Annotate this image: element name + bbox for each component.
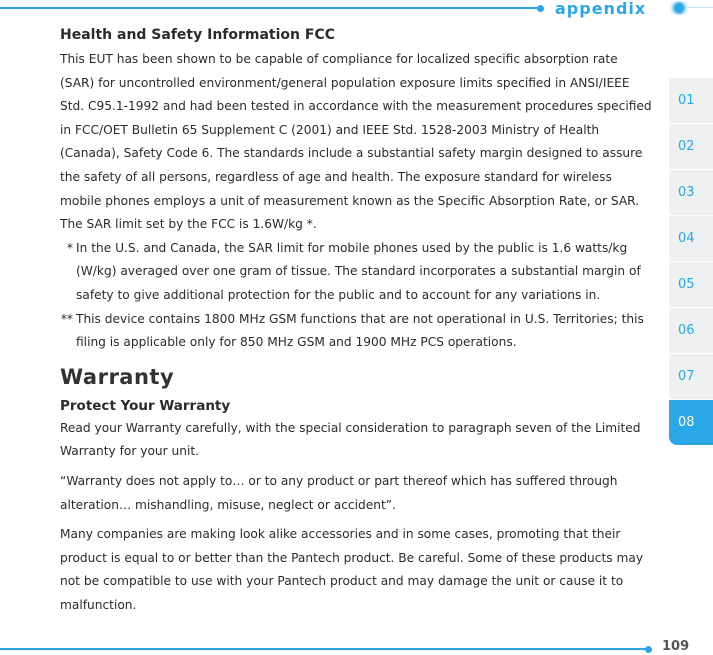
note-2-marker: ** <box>60 311 73 326</box>
chapter-tab-03[interactable]: 03 <box>669 169 713 215</box>
warranty-paragraph-3: Many companies are making look alike accessories and in some cases, promoting that their product is equal to or better than the Pantech product. Be careful. Some of these products may not be compatible to use with your Pantech product and may damage the unit or cause it to malfunction. <box>60 527 644 612</box>
chapter-tab-07[interactable]: 07 <box>669 353 713 399</box>
warranty-subheading: Protect Your Warranty <box>60 397 231 414</box>
fcc-note-2 <box>60 308 652 355</box>
page-content <box>60 22 652 617</box>
chapter-tab-08[interactable]: 08 <box>669 399 713 445</box>
header-glow-dot <box>668 1 690 15</box>
note-1-marker: * <box>66 240 73 255</box>
warranty-heading: Warranty <box>60 364 175 389</box>
fcc-heading: Health and Safety Information FCC <box>60 27 335 43</box>
header-glow-line <box>686 7 713 8</box>
header-rule-end-dot <box>537 5 544 12</box>
header-rule <box>0 7 540 9</box>
warranty-paragraph-2: “Warranty does not apply to… or to any product or part thereof which has suffered through alteration… mishandling, misuse, neglect or accident”. <box>60 473 618 512</box>
chapter-tab-02[interactable]: 02 <box>669 123 713 169</box>
note-1-text: In the U.S. and Canada, the SAR limit for mobile phones used by the public is 1.6 watts/kg (W/kg) averaged over one gram of tissue. The standard incorporates a substantial margin of safety to give additional protection for the public and to account for any variations in. <box>76 240 641 302</box>
note-2-text: This device contains 1800 MHz GSM functions that are not operational in U.S. Territories; this filing is applicable only for 850 MHz GSM and 1900 MHz PCS operations. <box>76 311 644 350</box>
fcc-body: This EUT has been shown to be capable of compliance for localized specific absorption rate (SAR) for uncontrolled environment/general population exposure limits specified in ANSI/IEEE Std. C95.1-1992 and had been tested in accordance with the measurement procedures specified in FCC/OET Bulletin 65 Supplement C (2001) and IEEE Std. 1528-2003 Ministry of Health (Canada), Safety Code 6. The standards include a substantial safety margin designed to assure the safety of all persons, regardless of age and health. The exposure standard for wireless mobile phones employs a unit of measurement known as the Specific Absorption Rate, or SAR. The SAR limit set by the FCC is 1.6W/kg *. <box>60 52 652 232</box>
footer-rule <box>0 648 650 650</box>
fcc-note-1 <box>60 237 652 308</box>
warranty-paragraph-1: Read your Warranty carefully, with the special consideration to paragraph seven of the Limited Warranty for your unit. <box>60 420 641 459</box>
footer-rule-end-dot <box>645 646 652 653</box>
page-number: 109 <box>662 639 690 654</box>
chapter-tab-05[interactable]: 05 <box>669 261 713 307</box>
chapter-tab-06[interactable]: 06 <box>669 307 713 353</box>
chapter-tab-01[interactable]: 01 <box>669 77 713 123</box>
chapter-tabs <box>669 77 713 445</box>
chapter-tab-04[interactable]: 04 <box>669 215 713 261</box>
section-label: appendix <box>555 0 647 18</box>
